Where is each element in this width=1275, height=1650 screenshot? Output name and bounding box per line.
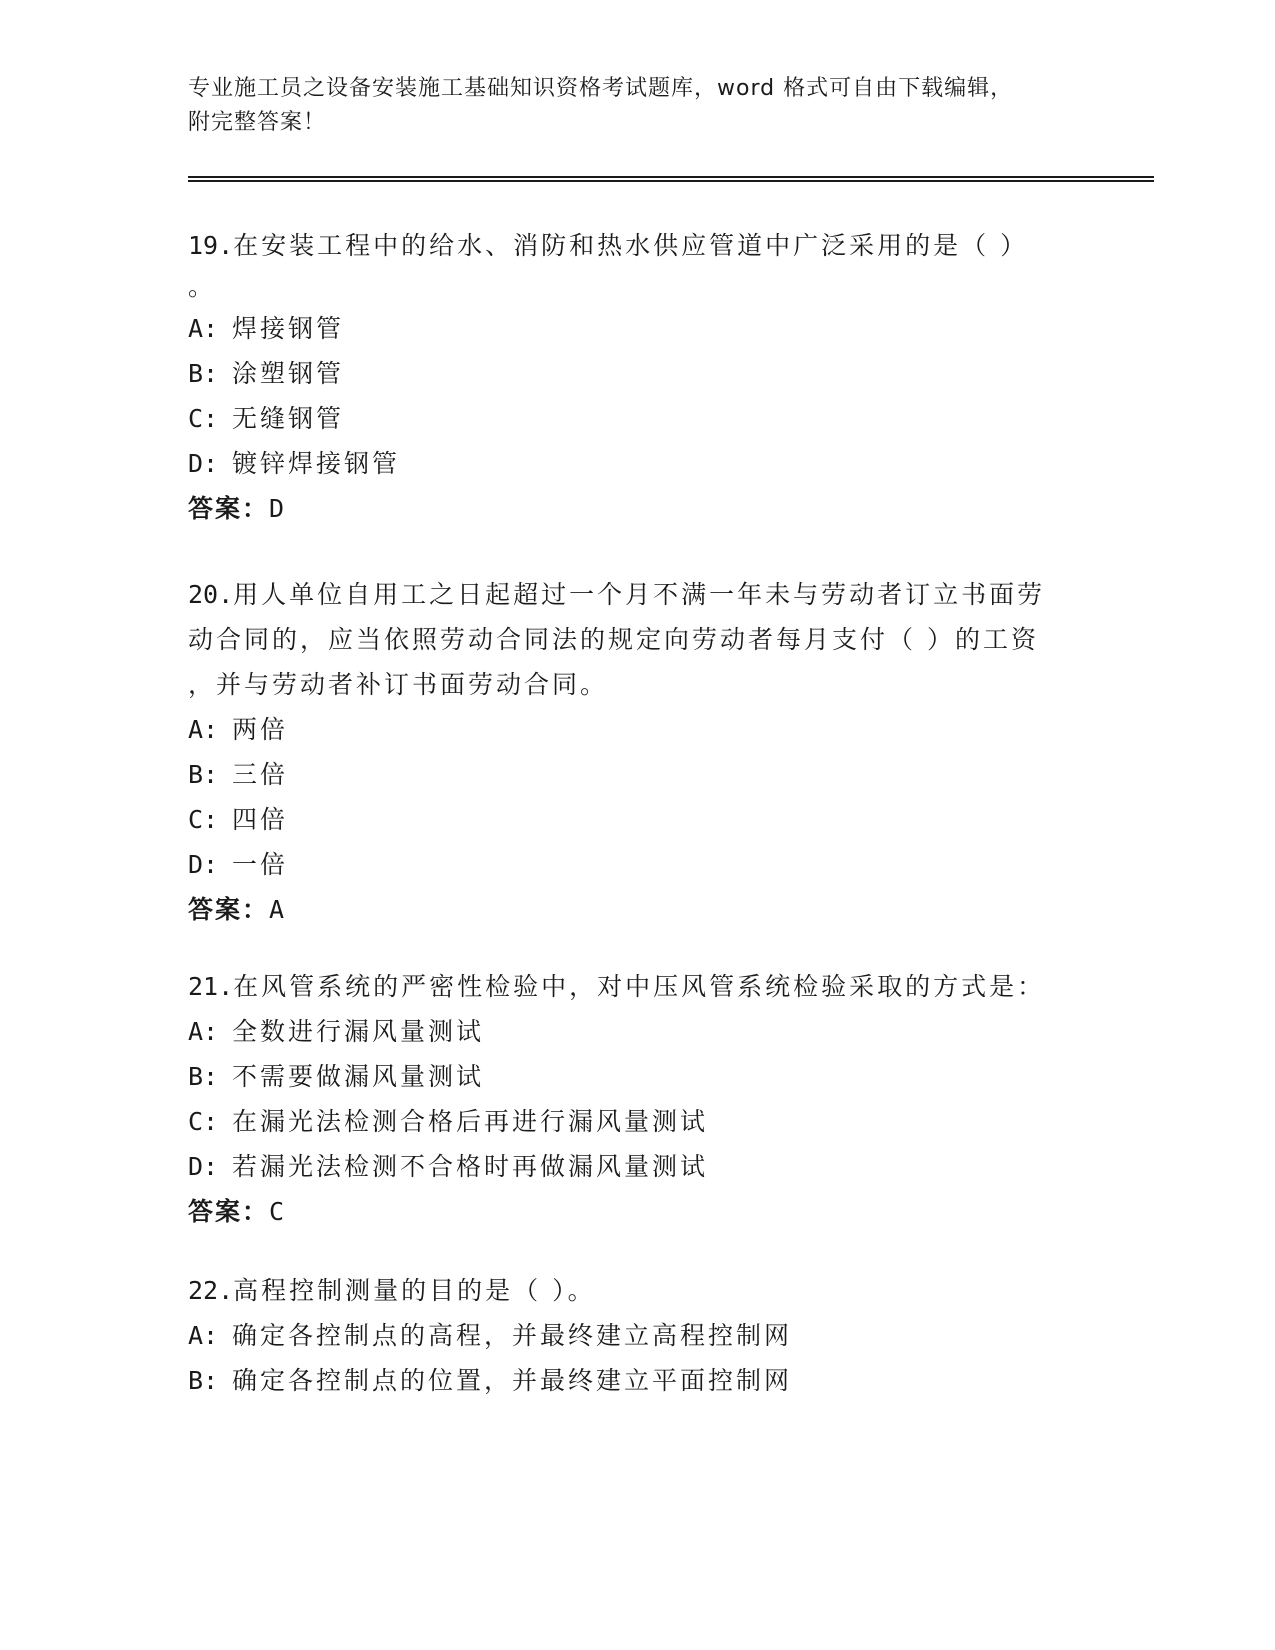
option-text: 确定各控制点的位置，并最终建立平面控制网 [232, 1366, 793, 1395]
header-line-1: 专业施工员之设备安装施工基础知识资格考试题库，word 格式可自由下载编辑， [188, 76, 1014, 101]
header-divider [188, 176, 1154, 182]
question-22 [188, 1268, 1068, 1403]
option-b [188, 1054, 1068, 1099]
option-text: 四倍 [232, 805, 289, 834]
question-number: 19. [188, 231, 234, 260]
option-key: C: [188, 404, 219, 433]
option-text: 无缝钢管 [232, 404, 345, 433]
option-a [188, 707, 1068, 752]
option-text: 一倍 [232, 850, 289, 879]
option-a [188, 1009, 1068, 1054]
question-text-line: 。 [188, 272, 217, 301]
option-text: 焊接钢管 [232, 314, 345, 343]
option-a [188, 306, 1068, 351]
option-d [188, 842, 1068, 887]
answer-value: A [269, 895, 287, 924]
question-19 [188, 223, 1068, 531]
question-text-line: ，并与劳动者补订书面劳动合同。 [188, 670, 609, 699]
answer [188, 486, 1068, 531]
question-number: 22. [188, 1276, 234, 1305]
question-number: 21. [188, 972, 234, 1001]
option-text: 涂塑钢管 [232, 359, 345, 388]
answer-label: 答案： [188, 494, 270, 523]
question-text-line: 在安装工程中的给水、消防和热水供应管道中广泛采用的是（ ） [233, 231, 1029, 260]
question-number: 20. [188, 580, 234, 609]
option-c [188, 396, 1068, 441]
option-text: 镀锌焊接钢管 [232, 449, 401, 478]
option-key: B: [188, 1062, 219, 1091]
question-text-line: 在风管系统的严密性检验中，对中压风管系统检验采取的方式是： [233, 972, 1046, 1001]
answer-value: D [269, 494, 287, 523]
question-20 [188, 572, 1068, 932]
option-c [188, 797, 1068, 842]
option-c [188, 1099, 1068, 1144]
option-text: 在漏光法检测合格后再进行漏风量测试 [232, 1107, 709, 1136]
question-text-line: 动合同的，应当依照劳动合同法的规定向劳动者每月支付（ ）的工资 [188, 625, 1039, 654]
answer-label: 答案： [188, 895, 270, 924]
option-text: 不需要做漏风量测试 [232, 1062, 485, 1091]
document-header [188, 72, 1068, 140]
answer [188, 887, 1068, 932]
option-text: 全数进行漏风量测试 [232, 1017, 485, 1046]
answer [188, 1189, 1068, 1234]
option-a [188, 1313, 1068, 1358]
option-text: 确定各控制点的高程，并最终建立高程控制网 [232, 1321, 793, 1350]
option-key: C: [188, 805, 219, 834]
option-key: A: [188, 1017, 219, 1046]
option-text: 两倍 [232, 715, 289, 744]
option-key: B: [188, 760, 219, 789]
option-key: A: [188, 1321, 219, 1350]
answer-label: 答案： [188, 1197, 270, 1226]
option-text: 三倍 [232, 760, 289, 789]
option-b [188, 351, 1068, 396]
option-b [188, 1358, 1068, 1403]
option-key: D: [188, 449, 219, 478]
option-key: A: [188, 715, 219, 744]
option-key: A: [188, 314, 219, 343]
option-key: C: [188, 1107, 219, 1136]
answer-value: C [269, 1197, 287, 1226]
option-b [188, 752, 1068, 797]
question-text-line: 高程控制测量的目的是（ ）。 [233, 1276, 596, 1305]
option-key: B: [188, 1366, 219, 1395]
option-key: D: [188, 850, 219, 879]
option-d [188, 441, 1068, 486]
option-key: B: [188, 359, 219, 388]
option-key: D: [188, 1152, 219, 1181]
option-text: 若漏光法检测不合格时再做漏风量测试 [232, 1152, 709, 1181]
question-21 [188, 964, 1068, 1234]
header-line-2: 附完整答案！ [188, 110, 327, 135]
question-text-line: 用人单位自用工之日起超过一个月不满一年未与劳动者订立书面劳 [233, 580, 1046, 609]
option-d [188, 1144, 1068, 1189]
